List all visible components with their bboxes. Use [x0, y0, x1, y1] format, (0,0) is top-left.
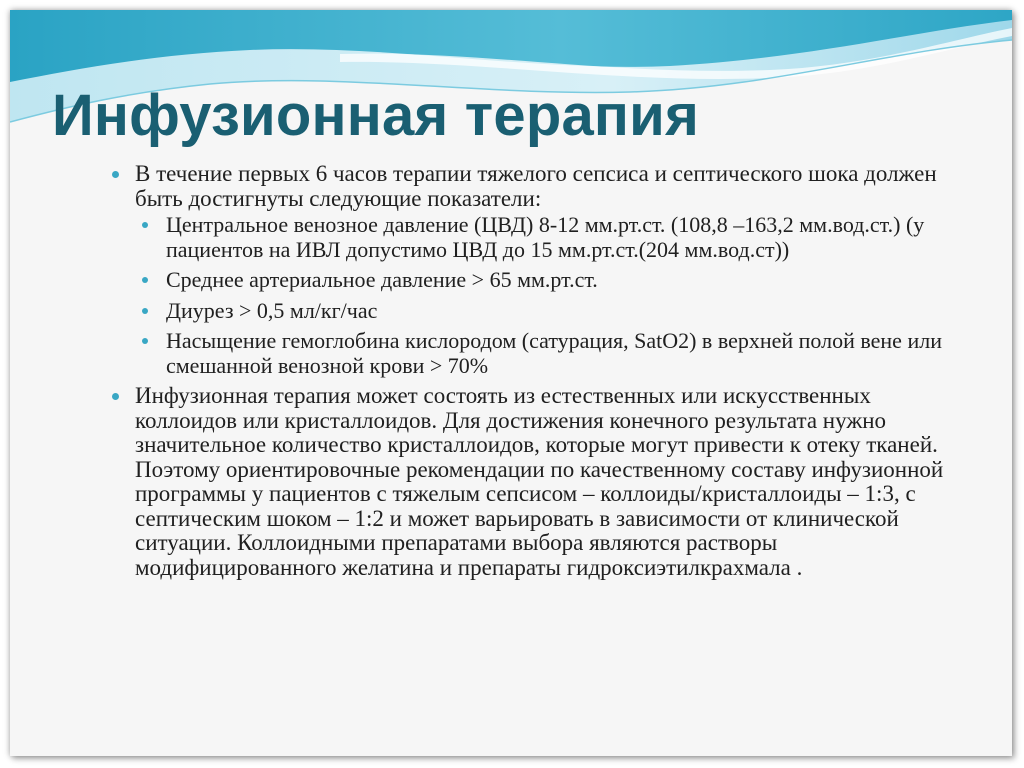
bullet-dot-icon — [112, 393, 119, 400]
bullet-dot-icon — [142, 277, 148, 283]
bullet-dot-icon — [142, 308, 148, 314]
bullet-1 — [110, 162, 960, 211]
bullet-2 — [110, 384, 960, 580]
bullet-dot-icon — [112, 171, 119, 178]
bullet-dot-icon — [142, 222, 148, 228]
sub-bullet-2-text: Среднее артериальное давление > 65 мм.рт.ст. — [166, 267, 598, 292]
bullet-2-text: Инфузионная терапия может состоять из естественных или искусственных коллоидов или кристаллоидов. Для достижения конечного результата нужно значительное количество кристаллоидов, которые могут привести к отеку тканей. Поэтому ориентировочные рекомендации по качественному составу инфузионной программы у пациентов с тяжелым сепсисом – коллоиды/кристаллоиды – 1:3, с септическим шоком – 1:2 и может варьировать в зависимости от клинической ситуации. Коллоидными препаратами выбора являются растворы модифицированного желатина и препараты гидроксиэтилкрахмала . — [135, 383, 944, 580]
bullet-1-text: В течение первых 6 часов терапии тяжелого сепсиса и септического шока должен быть достигнуты следующие показатели: — [135, 161, 937, 211]
sub-bullet-3 — [110, 299, 960, 324]
sub-bullet-4-text: Насыщение гемоглобина кислородом (сатурация, SatO2) в верхней полой вене или смешанной венозной крови > 70% — [166, 328, 942, 378]
slide-title: Инфузионная терапия — [52, 83, 700, 148]
sub-bullet-4 — [110, 329, 960, 378]
sub-bullet-2 — [110, 268, 960, 293]
sub-bullet-1-text: Центральное венозное давление (ЦВД) 8-12 мм.рт.ст. (108,8 –163,2 мм.вод.ст.) (у пациентов на ИВЛ допустимо ЦВД до 15 мм.рт.ст.(204 мм.вод.ст)) — [166, 212, 925, 262]
slide-frame — [10, 10, 1012, 756]
bullet-dot-icon — [142, 338, 148, 344]
slide-content — [110, 162, 960, 582]
sub-bullet-3-text: Диурез > 0,5 мл/кг/час — [166, 297, 378, 323]
sub-bullet-1 — [110, 213, 960, 262]
